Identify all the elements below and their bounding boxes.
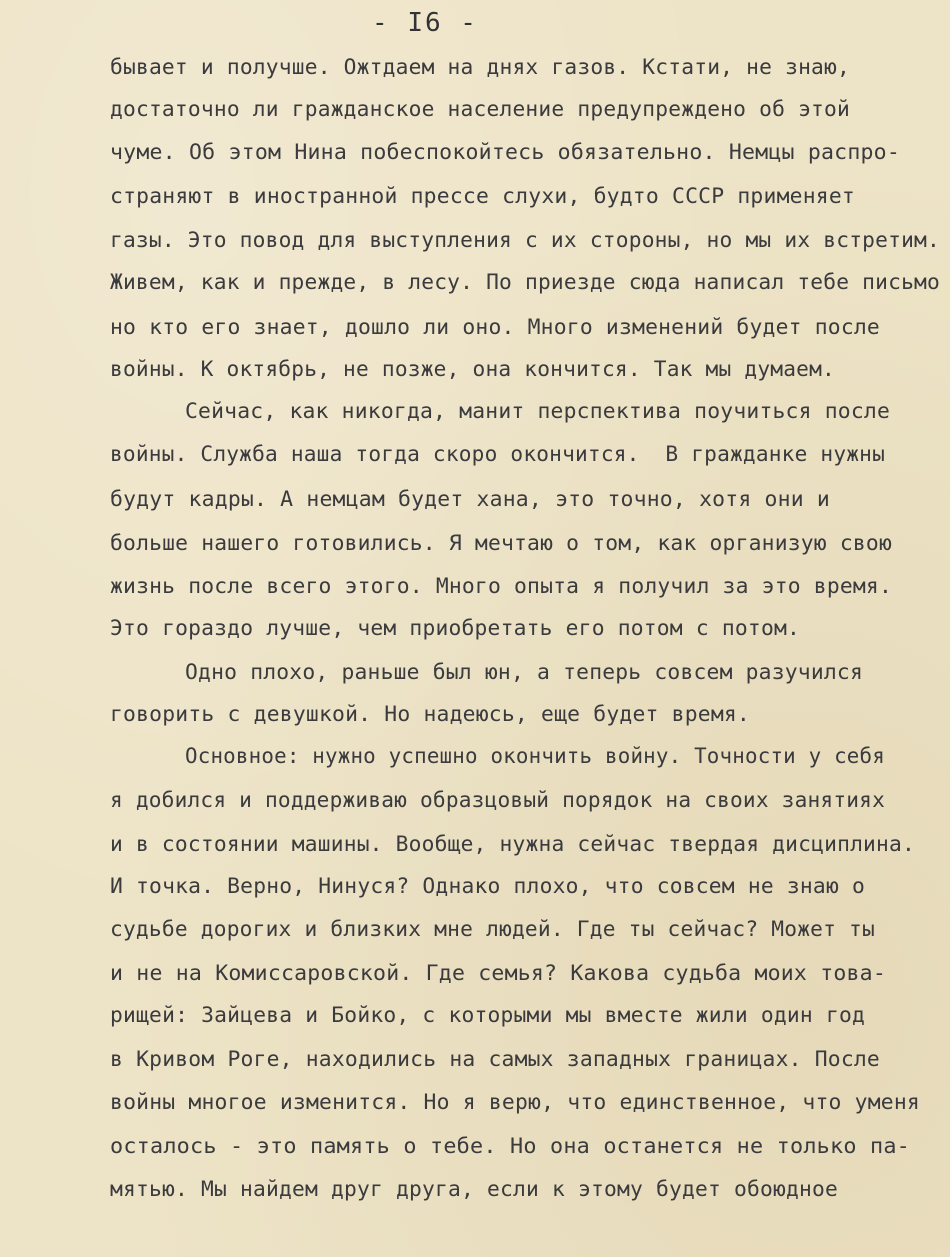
text-line: войны. К октябрь, не позже, она кончится. Так мы думаем. (110, 357, 835, 382)
text-line: и в состоянии машины. Вообще, нужна сейчас твердая дисциплина. (110, 832, 915, 857)
text-line: И точка. Верно, Нинуся? Однако плохо, что совсем не знаю о (110, 874, 865, 899)
text-line: в Кривом Роге, находились на самых западных границах. После (110, 1047, 880, 1072)
text-line: газы. Это повод для выступления с их стороны, но мы их встретим. (110, 228, 940, 253)
text-line: больше нашего готовились. Я мечтаю о том, как организую свою (110, 531, 892, 556)
text-line: и не на Комиссаровской. Где семья? Какова судьба моих това- (110, 961, 886, 986)
page-number: - I6 - (372, 8, 478, 38)
text-line: но кто его знает, дошло ли оно. Много изменений будет после (110, 315, 880, 340)
text-line: чуме. Об этом Нина побеспокойтесь обязательно. Немцы распро- (110, 140, 900, 165)
text-line: будут кадры. А немцам будет хана, это точно, хотя они и (110, 487, 830, 512)
text-line: мятью. Мы найдем друг друга, если к этому будет обоюдное (110, 1177, 838, 1202)
text-line: страняют в иностранной прессе слухи, будто СССР применяет (110, 184, 855, 209)
text-line: жизнь после всего этого. Много опыта я получил за это время. (110, 574, 892, 599)
text-line: судьбе дорогих и близких мне людей. Где ты сейчас? Может ты (110, 917, 875, 942)
text-line: достаточно ли гражданское население предупреждено об этой (110, 97, 850, 122)
text-line: говорить с девушкой. Но надеюсь, еще будет время. (110, 702, 750, 727)
text-line: войны многое изменится. Но я верю, что единственное, что уменя (110, 1090, 920, 1115)
text-line paragraph-start: Основное: нужно успешно окончить войну. Точности у себя (185, 744, 885, 769)
text-line: бывает и получше. Ожтдаем на днях газов. Кстати, не знаю, (110, 55, 850, 80)
text-line: рищей: Зайцева и Бойко, с которыми мы вместе жили один год (110, 1003, 865, 1028)
text-line: Живем, как и прежде, в лесу. По приезде сюда написал тебе письмо (110, 270, 940, 295)
text-line paragraph-start: Сейчас, как никогда, манит перспектива поучиться после (185, 399, 890, 424)
text-line: Это гораздо лучше, чем приобретать его потом с потом. (110, 616, 800, 641)
text-line paragraph-start: Одно плохо, раньше был юн, а теперь совсем разучился (185, 660, 863, 685)
text-line: войны. Служба наша тогда скоро окончится. В гражданке нужны (110, 442, 885, 467)
text-line: осталось - это память о тебе. Но она останется не только па- (110, 1134, 910, 1159)
text-line: я добился и поддерживаю образцовый порядок на своих занятиях (110, 788, 885, 813)
